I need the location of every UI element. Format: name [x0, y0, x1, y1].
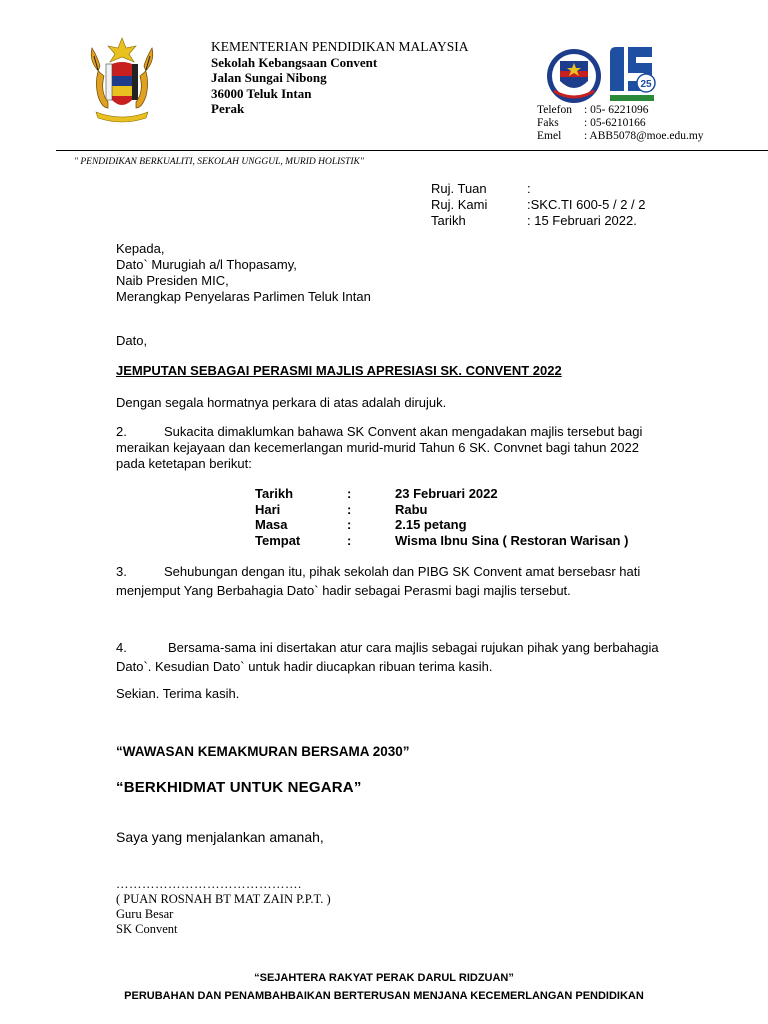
detail-time: Masa : 2.15 petang	[255, 517, 467, 532]
paragraph-2: 2. Sukacita dimaklumkan bahawa SK Convent akan mengadakan majlis tersebut bagi meraikan kejayaan dan kecemerlangan murid-murid Tahun 6 SK. Convnet bagi tahun 2022 pada ketetapan berikut:	[116, 424, 643, 471]
anniversary-logo	[606, 45, 658, 105]
signatory-school: SK Convent	[116, 922, 178, 936]
wawasan-slogan: “WAWASAN KEMAKMURAN BERSAMA 2030”	[116, 744, 410, 759]
ref-kami: Ruj. Kami :SKC.TI 600-5 / 2 / 2	[431, 197, 646, 212]
recipient-line: Dato` Murugiah a/l Thopasamy,	[116, 257, 297, 272]
recipient-line: Kepada,	[116, 241, 165, 256]
salutation: Dato,	[116, 333, 148, 348]
paragraph-1: Dengan segala hormatnya perkara di atas adalah dirujuk.	[116, 395, 447, 410]
detail-date: Tarikh : 23 Februari 2022	[255, 486, 498, 501]
school-motto: " PENDIDIKAN BERKUALITI, SEKOLAH UNGGUL, MURID HOLISTIK"	[74, 157, 364, 167]
recipient-block	[116, 241, 371, 305]
contact-fax: Faks : 05-6210166	[537, 117, 646, 129]
address-state: Perak	[211, 101, 245, 116]
detail-venue: Tempat : Wisma Ibnu Sina ( Restoran Warisan )	[255, 532, 629, 548]
school-name: Sekolah Kebangsaan Convent	[211, 54, 378, 70]
signatory-title: Guru Besar	[116, 907, 174, 921]
signature-dots: …………………………………….	[116, 877, 302, 891]
subject-line: JEMPUTAN SEBAGAI PERASMI MAJLIS APRESIASI SK. CONVENT 2022	[116, 363, 562, 378]
contact-phone: Telefon : 05- 6221096	[537, 104, 649, 116]
reference-block	[431, 181, 646, 229]
paragraph-3: 3. Sehubungan dengan itu, pihak sekolah dan PIBG SK Convent amat bersebasr hati menjemput Yang Berbahagia Dato` hadir sebagai Perasmi bagi majlis tersebut.	[116, 564, 641, 598]
event-details	[255, 486, 628, 548]
address-street: Jalan Sungai Nibong	[211, 70, 327, 85]
signatory-name: ( PUAN ROSNAH BT MAT ZAIN P.P.T. )	[116, 892, 331, 906]
contact-email: Emel : ABB5078@moe.edu.my	[537, 130, 704, 142]
amanah-line: Saya yang menjalankan amanah,	[116, 829, 324, 845]
ministry-name: KEMENTERIAN PENDIDIKAN MALAYSIA	[211, 39, 469, 54]
malaysia-crest-logo	[74, 36, 170, 126]
closing-line: Sekian. Terima kasih.	[116, 686, 240, 701]
school-crest-logo	[546, 47, 602, 105]
header-divider	[56, 150, 768, 151]
logo-number: 25	[640, 79, 652, 90]
footer-slogan: “SEJAHTERA RAKYAT PERAK DARUL RIDZUAN”	[254, 972, 514, 984]
detail-day: Hari : Rabu	[255, 501, 428, 517]
berkhidmat-slogan: “BERKHIDMAT UNTUK NEGARA”	[116, 779, 362, 796]
signature-block	[116, 877, 331, 937]
recipient-line: Naib Presiden MIC,	[116, 273, 229, 288]
address-city: 36000 Teluk Intan	[211, 85, 312, 101]
recipient-line: Merangkap Penyelaras Parlimen Teluk Intan	[116, 289, 371, 304]
contact-block	[537, 104, 704, 143]
paragraph-4: 4. Bersama-sama ini disertakan atur cara majlis sebagai rujukan pihak yang berbahagia Dato`. Kesudian Dato` untuk hadir diucapkan ribuan terima kasih.	[116, 640, 659, 674]
footer-tagline: PERUBAHAN DAN PENAMBAHBAIKAN BERTERUSAN MENJANA KECEMERLANGAN PENDIDIKAN	[124, 990, 644, 1002]
ref-date: Tarikh : 15 Februari 2022.	[431, 213, 637, 228]
ref-tuan: Ruj. Tuan :	[431, 181, 531, 196]
